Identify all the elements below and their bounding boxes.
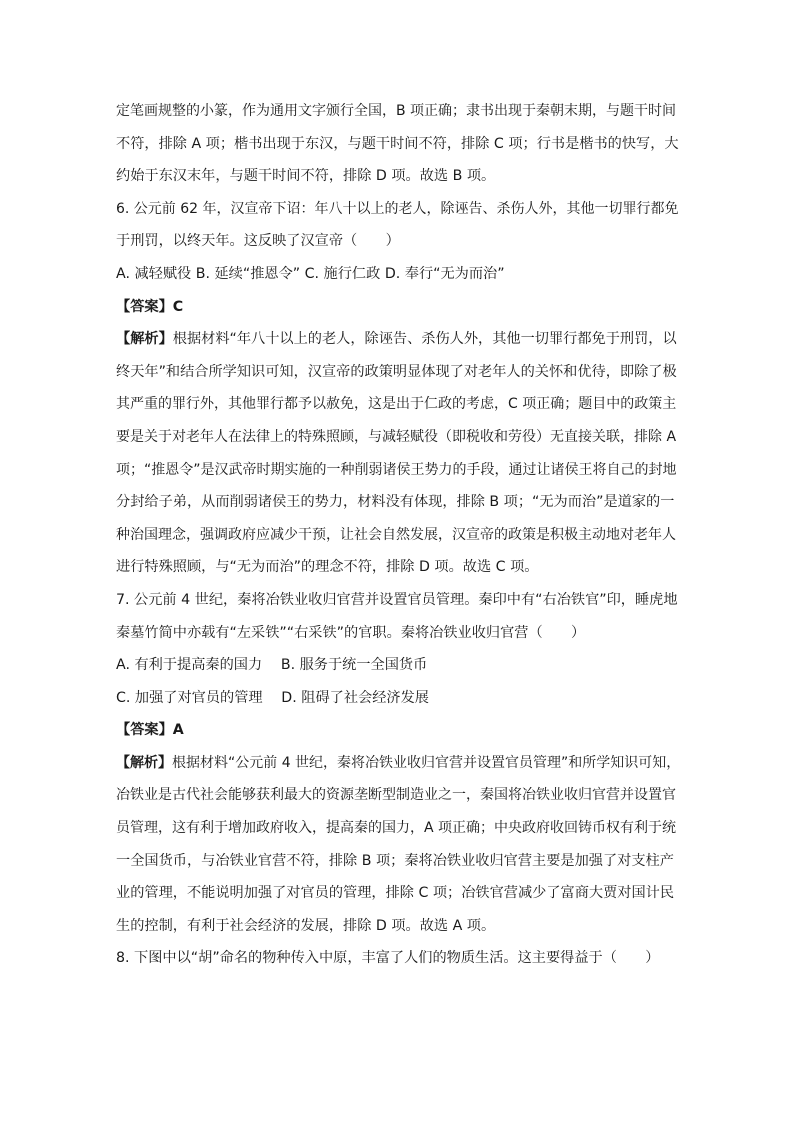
text-line: 定笔画规整的小篆，作为通用文字颁行全国，B 项正确；隶书出现于秦朝末期，与题干时间	[116, 103, 677, 119]
analysis-line: 进行特殊照顾，与“无为而治”的理念不符，排除 D 项。故选 C 项。	[116, 559, 539, 576]
analysis-line: 【解析】根据材料“公元前 4 世纪，秦将冶铁业收归官营并设置官员管理”和所学知识可知，	[116, 754, 681, 771]
analysis-line: 业的管理，不能说明加强了对官员的管理，排除 C 项；冶铁官营减少了富商大贾对国计民	[116, 885, 675, 902]
question-7-stem: 秦墓竹简中亦载有“左采铁”“右采铁”的官职。秦将冶铁业收归官营（ ）	[116, 624, 586, 641]
question-6-answer: 【答案】C	[116, 298, 184, 315]
analysis-line: 分封给子弟，从而削弱诸侯王的势力，材料没有体现，排除 B 项；“无为而治”是道家的一	[116, 494, 675, 511]
text-line: 约始于东汉末年，与题干时间不符，排除 D 项。故选 B 项。	[116, 168, 496, 185]
analysis-line: 冶铁业是古代社会能够获利最大的资源垄断型制造业之一，秦国将冶铁业收归官营并设置官	[116, 787, 676, 804]
analysis-line: 员管理，这有利于增加政府收入，提高秦的国力，A 项正确；中央政府收回铸币权有利于统	[116, 820, 677, 837]
question-6-stem: 于刑罚，以终天年。这反映了汉宣帝（ ）	[116, 233, 400, 250]
question-8-stem: 8. 下图中以“胡”命名的物种传入中原，丰富了人们的物质生活。这主要得益于（ ）	[116, 950, 660, 967]
question-7-stem: 7. 公元前 4 世纪，秦将冶铁业收归官营并设置官员管理。秦印中有“右冶铁官”印，睡虎地	[116, 591, 678, 608]
analysis-line: 种治国理念，强调政府应减少干预，让社会自然发展，汉宣帝的政策是积极主动地对老年人	[116, 526, 676, 543]
question-7-answer: 【答案】A	[116, 722, 184, 739]
question-7-options: C. 加强了对官员的管理 D. 阻碍了社会经济发展	[116, 689, 429, 706]
analysis-line: 终天年”和结合所学知识可知，汉宣帝的政策明显体现了对老年人的关怀和优待，即除了极	[116, 363, 677, 380]
analysis-line: 项；“推恩令”是汉武帝时期实施的一种削弱诸侯王势力的手段，通过让诸侯王将自己的封地	[116, 461, 677, 478]
analysis-line: 一全国货币，与冶铁业官营不符，排除 B 项；秦将冶铁业收归官营主要是加强了对支柱产	[116, 852, 674, 869]
text-line: 不符，排除 A 项；楷书出现于东汉，与题干时间不符，排除 C 项；行书是楷书的快写，大	[116, 135, 679, 152]
question-6-stem: 6. 公元前 62 年，汉宣帝下诏：年八十以上的老人，除诬告、杀伤人外，其他一切罪行都免	[116, 200, 679, 217]
document-page	[116, 95, 682, 975]
question-6-options: A. 减轻赋役 B. 延续“推恩令” C. 施行仁政 D. 奉行“无为而治”	[116, 265, 505, 282]
analysis-line: 生的控制，有利于社会经济的发展，排除 D 项。故选 A 项。	[116, 917, 496, 934]
analysis-label: 【解析】	[116, 754, 172, 771]
analysis-line: 【解析】根据材料“年八十以上的老人，除诬告、杀伤人外，其他一切罪行都免于刑罚，以	[116, 331, 677, 348]
analysis-line: 要是关于对老年人在法律上的特殊照顾，与减轻赋役（即税收和劳役）无直接关联，排除 A	[116, 428, 677, 445]
analysis-line: 其严重的罪行外，其他罪行都予以赦免，这是出于仁政的考虑，C 项正确；题目中的政策主	[116, 396, 677, 413]
analysis-label: 【解析】	[116, 331, 173, 348]
question-7-options: A. 有利于提高秦的国力 B. 服务于统一全国货币	[116, 657, 428, 674]
